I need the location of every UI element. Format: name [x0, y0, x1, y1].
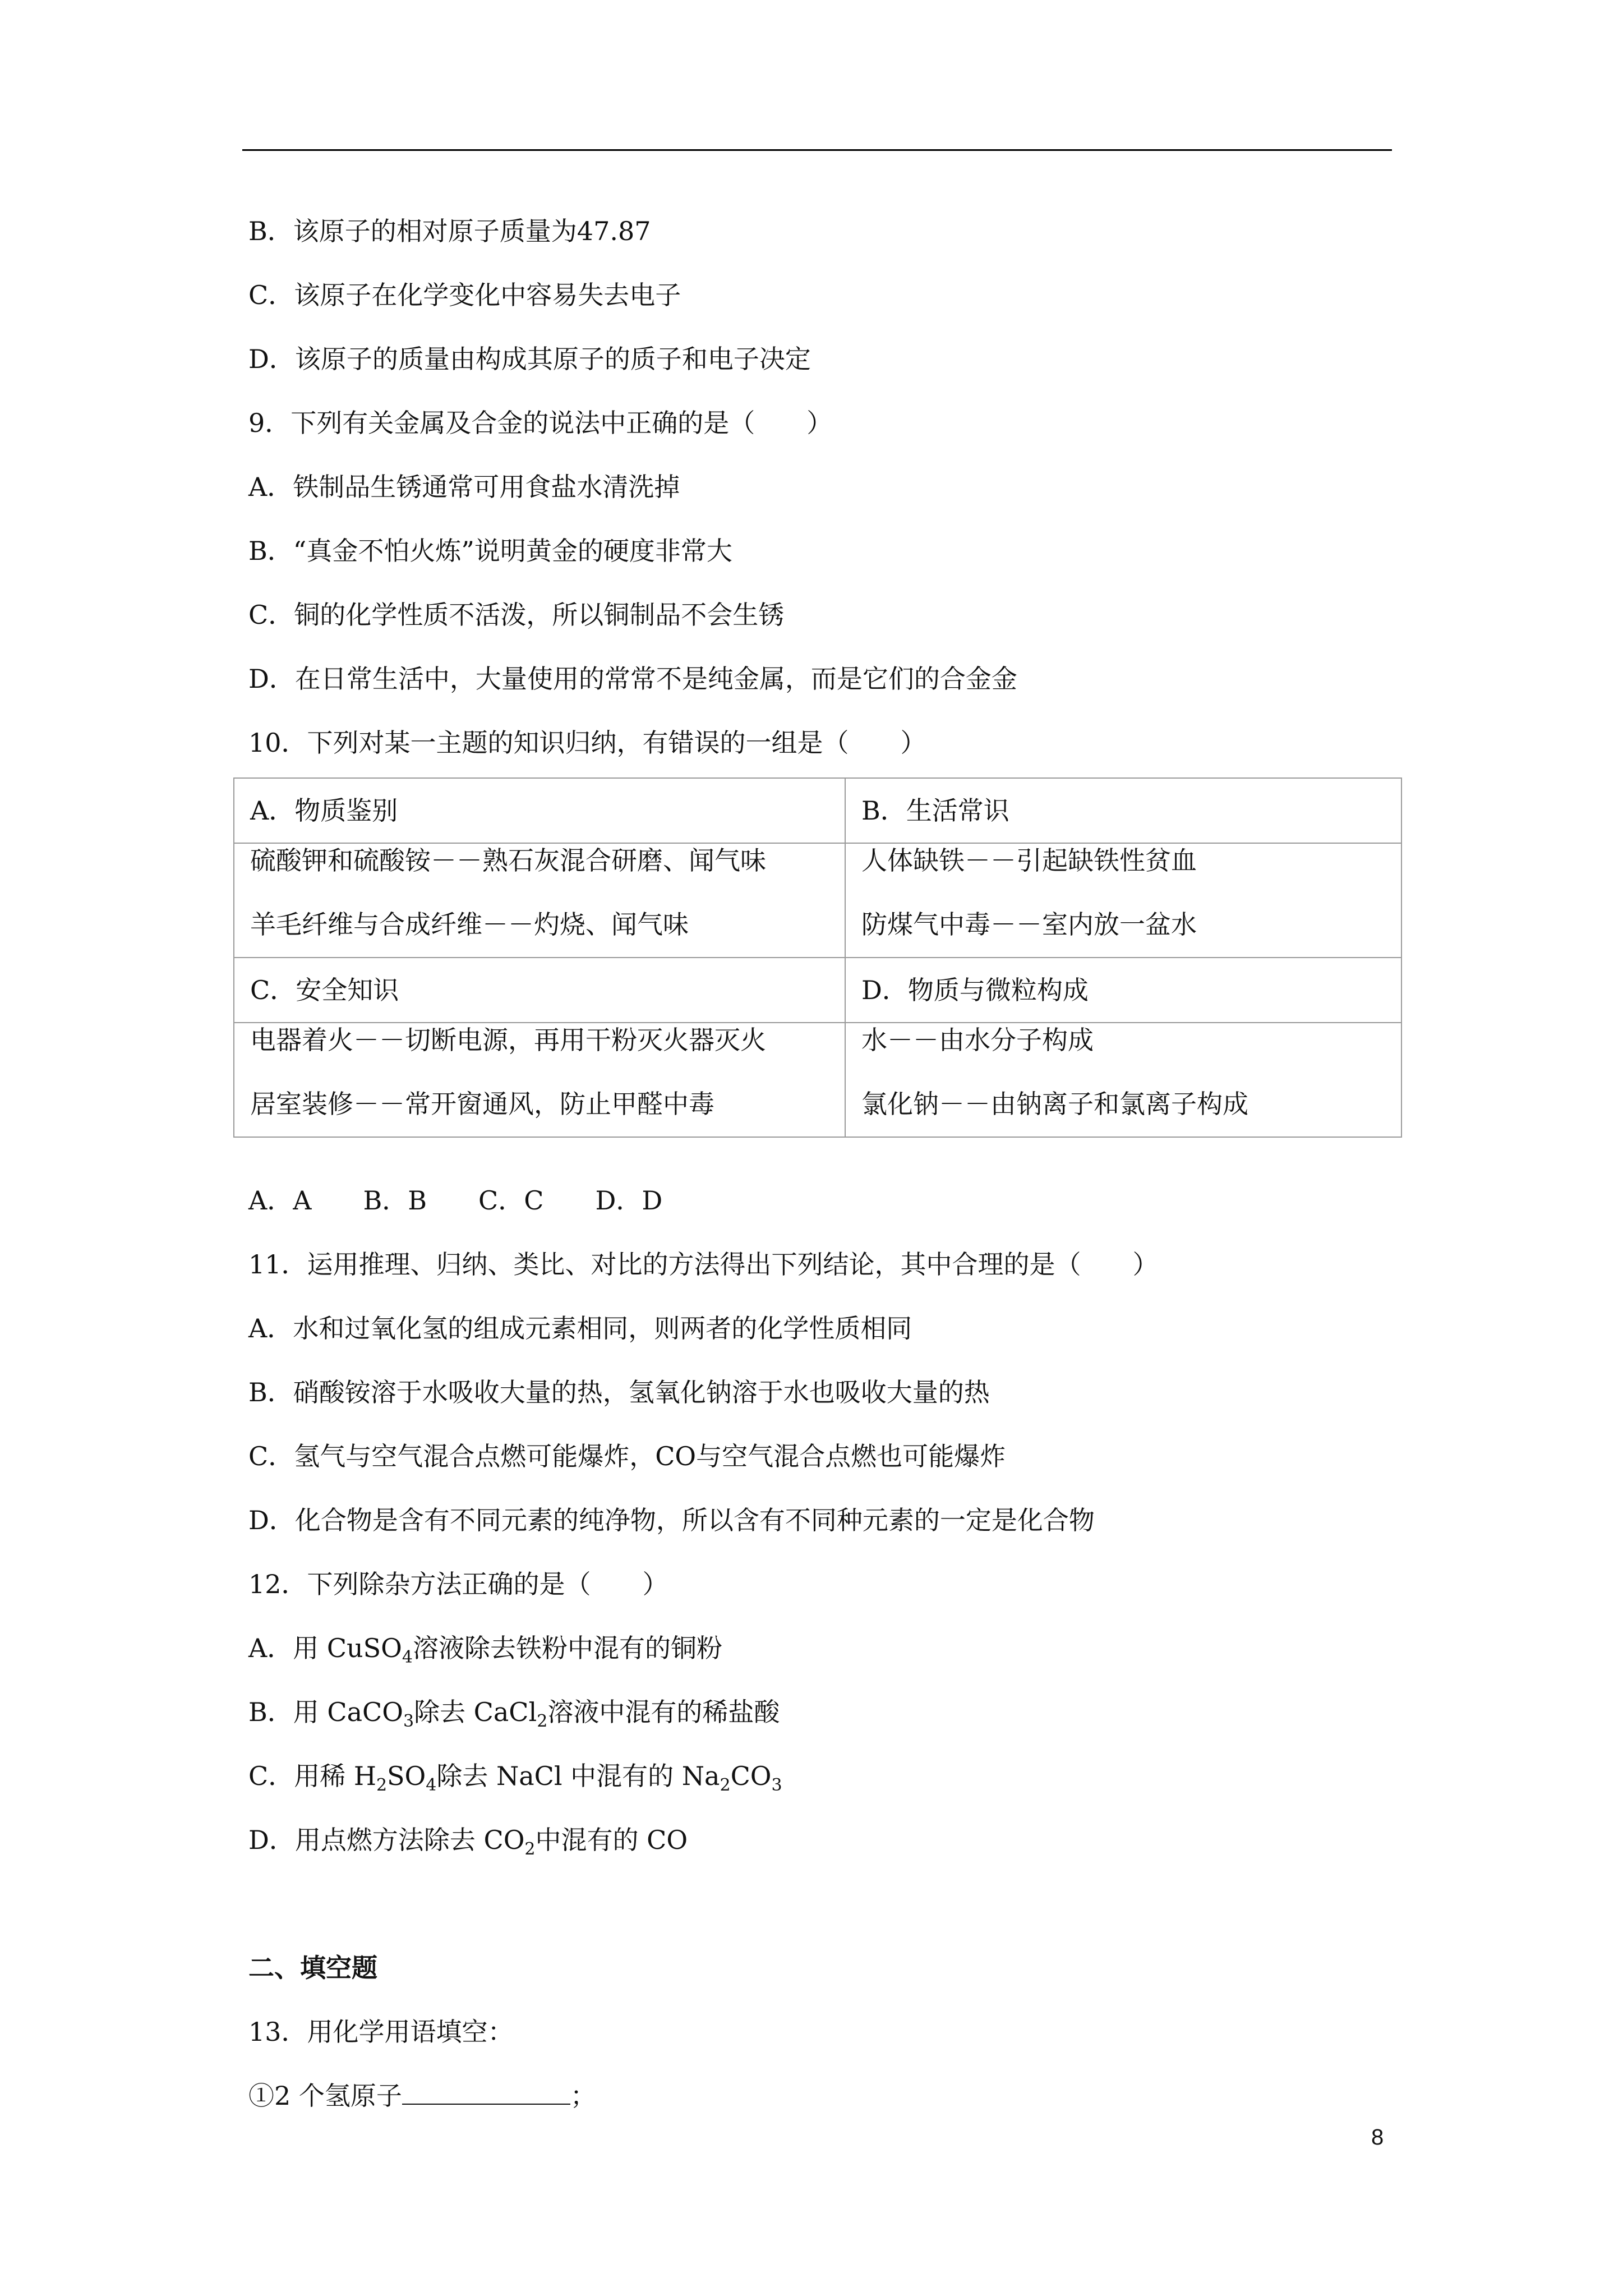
table-a-item-1: 硫酸钾和硫酸铵－－熟石灰混合研磨、闻气味: [250, 845, 766, 876]
q8-option-d: D．该原子的质量由构成其原子的质子和电子决定: [248, 344, 811, 374]
q12-option-a: A．用 CuSO$_4$溶液除去铁粉中混有的铜粉: [248, 1633, 722, 1667]
table-cell-d-body: [845, 1023, 1401, 1137]
q10-options: A．A B．B C．C D．D: [248, 1185, 663, 1216]
q9-option-b: B．“真金不怕火炼”说明黄金的硬度非常大: [248, 536, 732, 566]
table-c-item-1: 电器着火－－切断电源，再用干粉灭火器灭火: [250, 1025, 766, 1055]
q10-knowledge-table: [233, 777, 1402, 1138]
table-cell-a-body: [234, 843, 845, 958]
q9-option-d: D．在日常生活中，大量使用的常常不是纯金属，而是它们的合金金: [248, 664, 1017, 694]
q11-option-c: C．氢气与空气混合点燃可能爆炸，CO与空气混合点燃也可能爆炸: [248, 1441, 1006, 1471]
table-cell-a-header: A．物质鉴别: [234, 778, 845, 843]
q13-item-1: ①2 个氢原子 ；: [248, 2081, 596, 2111]
q11-stem: 11．运用推理、归纳、类比、对比的方法得出下列结论，其中合理的是（ ）: [248, 1249, 1159, 1280]
header-rule: [242, 149, 1392, 151]
table-c-item-2: 居室装修－－常开窗通风，防止甲醛中毒: [250, 1089, 714, 1119]
q12-stem: 12．下列除杂方法正确的是（ ）: [248, 1569, 668, 1599]
table-cell-b-body: [845, 843, 1401, 958]
table-cell-b-header: B．生活常识: [845, 778, 1401, 843]
section-2-title: 二、填空题: [248, 1953, 377, 1983]
table-b-item-2: 防煤气中毒－－室内放一盆水: [861, 909, 1197, 940]
q11-option-d: D．化合物是含有不同元素的纯净物，所以含有不同种元素的一定是化合物: [248, 1505, 1095, 1535]
q10-stem: 10．下列对某一主题的知识归纳，有错误的一组是（ ）: [248, 728, 926, 758]
q11-option-a: A．水和过氧化氢的组成元素相同，则两者的化学性质相同: [248, 1313, 912, 1343]
q13-stem: 13．用化学用语填空：: [248, 2017, 514, 2047]
q11-option-b: B．硝酸铵溶于水吸收大量的热，氢氧化钠溶于水也吸收大量的热: [248, 1377, 990, 1407]
table-cell-d-header: D．物质与微粒构成: [845, 958, 1401, 1023]
q8-option-c: C．该原子在化学变化中容易失去电子: [248, 280, 681, 310]
q9-option-c: C．铜的化学性质不活泼，所以铜制品不会生锈: [248, 600, 785, 630]
table-a-item-2: 羊毛纤维与合成纤维－－灼烧、闻气味: [250, 909, 689, 940]
q12-option-d: D．用点燃方法除去 $CO_2$中混有的 CO: [248, 1825, 688, 1859]
q12-option-c: C．用稀 $H_2SO_4$除去 NaCl 中混有的 $Na_2CO_3$: [248, 1761, 782, 1795]
table-cell-c-header: C．安全知识: [234, 958, 845, 1023]
q8-option-b: B．该原子的相对原子质量为47.87: [248, 216, 651, 246]
answer-blank[interactable]: [402, 2081, 570, 2105]
table-cell-c-body: [234, 1023, 845, 1137]
q9-stem: 9．下列有关金属及合金的说法中正确的是（ ）: [248, 408, 833, 438]
table-d-item-1: 水－－由水分子构成: [861, 1025, 1094, 1055]
page-number: 8: [1371, 2125, 1384, 2150]
table-b-item-1: 人体缺铁－－引起缺铁性贫血: [861, 845, 1197, 876]
q12-option-b: B．用 CaCO$_3$除去 CaCl$_2$溶液中混有的稀盐酸: [248, 1697, 780, 1731]
q9-option-a: A．铁制品生锈通常可用食盐水清洗掉: [248, 472, 680, 502]
table-d-item-2: 氯化钠－－由钠离子和氯离子构成: [861, 1089, 1248, 1119]
